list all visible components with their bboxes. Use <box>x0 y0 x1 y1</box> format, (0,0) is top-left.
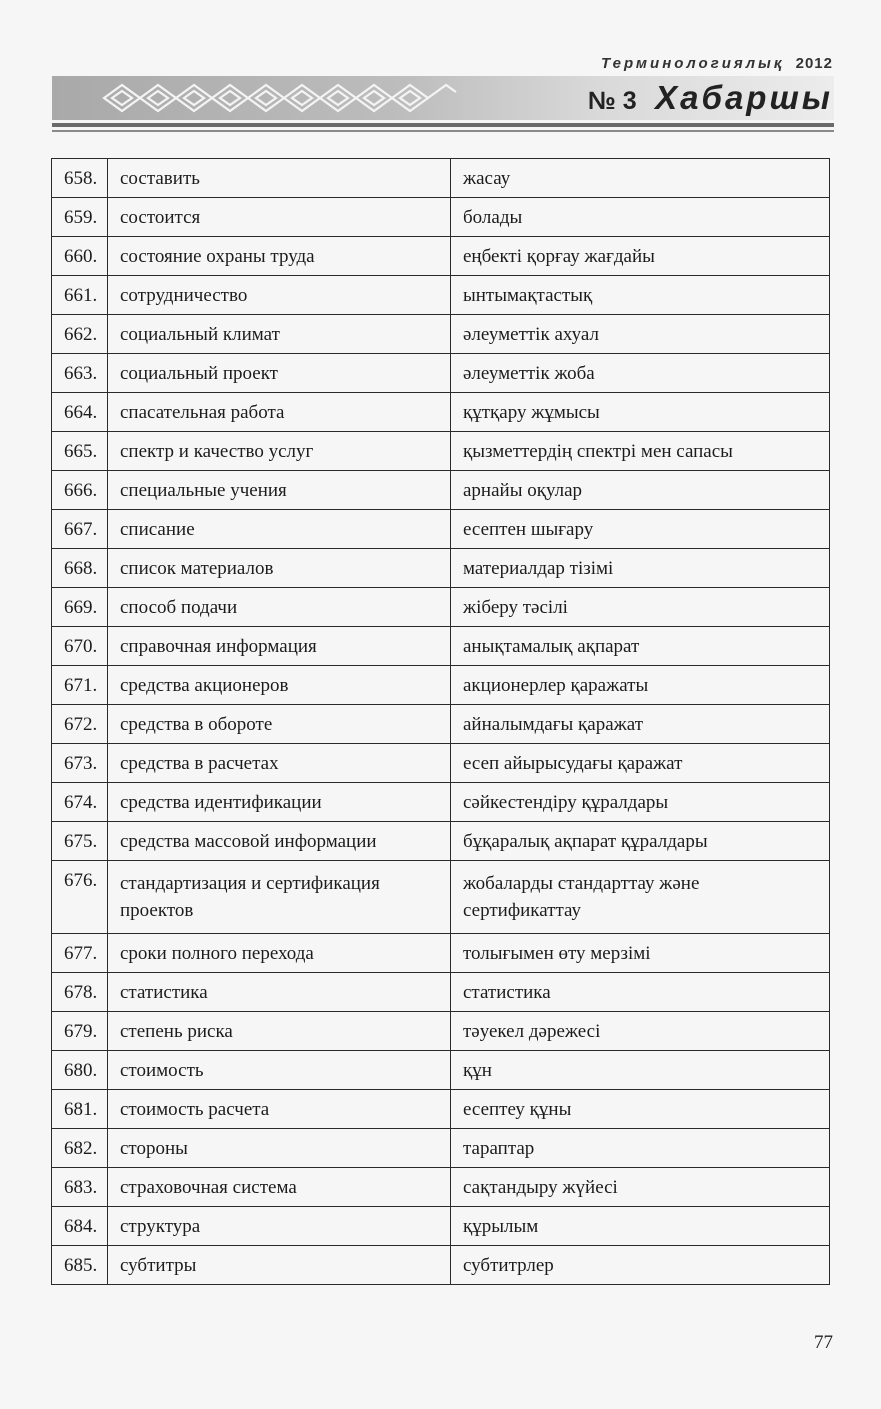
term-number: 683. <box>52 1168 108 1207</box>
table-row <box>52 237 830 276</box>
term-number: 682. <box>52 1129 108 1168</box>
term-number: 671. <box>52 666 108 705</box>
issue-number: № 3 <box>587 87 637 115</box>
journal-series-title: Терминологиялық <box>601 55 785 72</box>
table-row <box>52 1051 830 1090</box>
term-kazakh: жіберу тәсілі <box>451 588 830 627</box>
term-russian: сроки полного перехода <box>108 934 451 973</box>
term-kazakh: ынтымақтастық <box>451 276 830 315</box>
term-number: 664. <box>52 393 108 432</box>
table-row <box>52 510 830 549</box>
term-number: 660. <box>52 237 108 276</box>
term-kazakh: жобаларды стандарттау және сертификаттау <box>451 861 830 934</box>
term-number: 663. <box>52 354 108 393</box>
term-kazakh: әлеуметтік жоба <box>451 354 830 393</box>
term-number: 659. <box>52 198 108 237</box>
term-number: 677. <box>52 934 108 973</box>
term-number: 676. <box>52 861 108 934</box>
table-row <box>52 973 830 1012</box>
term-kazakh: бұқаралық ақпарат құралдары <box>451 822 830 861</box>
issue-title <box>588 76 833 120</box>
term-kazakh: есеп айырысудағы қаражат <box>451 744 830 783</box>
term-number: 685. <box>52 1246 108 1285</box>
term-number: 681. <box>52 1090 108 1129</box>
term-number: 679. <box>52 1012 108 1051</box>
term-kazakh: тараптар <box>451 1129 830 1168</box>
table-row <box>52 159 830 198</box>
term-number: 658. <box>52 159 108 198</box>
glossary-table-body <box>52 159 830 1285</box>
journal-name: Хабаршы <box>655 79 833 116</box>
term-russian: справочная информация <box>108 627 451 666</box>
term-russian: статистика <box>108 973 451 1012</box>
term-russian: средства идентификации <box>108 783 451 822</box>
term-number: 662. <box>52 315 108 354</box>
term-kazakh: болады <box>451 198 830 237</box>
term-russian: состоится <box>108 198 451 237</box>
term-russian: стоимость расчета <box>108 1090 451 1129</box>
term-russian: субтитры <box>108 1246 451 1285</box>
term-russian: сотрудничество <box>108 276 451 315</box>
term-number: 670. <box>52 627 108 666</box>
table-row <box>52 549 830 588</box>
term-number: 667. <box>52 510 108 549</box>
term-russian: стоимость <box>108 1051 451 1090</box>
term-number: 665. <box>52 432 108 471</box>
term-number: 675. <box>52 822 108 861</box>
glossary-table <box>51 158 830 1285</box>
table-row <box>52 1090 830 1129</box>
term-kazakh: арнайы оқулар <box>451 471 830 510</box>
table-row <box>52 393 830 432</box>
term-kazakh: құн <box>451 1051 830 1090</box>
term-russian: стандартизация и сертификация проектов <box>108 861 451 934</box>
term-kazakh: статистика <box>451 973 830 1012</box>
journal-line <box>601 55 833 72</box>
term-number: 678. <box>52 973 108 1012</box>
header-rule-thin <box>52 130 834 132</box>
term-number: 673. <box>52 744 108 783</box>
term-kazakh: есептен шығару <box>451 510 830 549</box>
term-number: 674. <box>52 783 108 822</box>
term-number: 672. <box>52 705 108 744</box>
table-row <box>52 705 830 744</box>
table-row <box>52 315 830 354</box>
term-kazakh: әлеуметтік ахуал <box>451 315 830 354</box>
table-row <box>52 822 830 861</box>
term-russian: стороны <box>108 1129 451 1168</box>
term-kazakh: есептеу құны <box>451 1090 830 1129</box>
term-russian: средства акционеров <box>108 666 451 705</box>
table-row <box>52 588 830 627</box>
term-kazakh: тәуекел дәрежесі <box>451 1012 830 1051</box>
term-number: 684. <box>52 1207 108 1246</box>
term-russian: средства в обороте <box>108 705 451 744</box>
term-number: 661. <box>52 276 108 315</box>
term-russian: специальные учения <box>108 471 451 510</box>
term-kazakh: акционерлер қаражаты <box>451 666 830 705</box>
table-row <box>52 783 830 822</box>
term-russian: страховочная система <box>108 1168 451 1207</box>
term-kazakh: сақтандыру жүйесі <box>451 1168 830 1207</box>
header-rule <box>52 123 834 127</box>
term-russian: социальный климат <box>108 315 451 354</box>
term-kazakh: құрылым <box>451 1207 830 1246</box>
table-row <box>52 744 830 783</box>
term-russian: структура <box>108 1207 451 1246</box>
table-row <box>52 1246 830 1285</box>
term-kazakh: еңбекті қорғау жағдайы <box>451 237 830 276</box>
term-russian: списание <box>108 510 451 549</box>
term-number: 680. <box>52 1051 108 1090</box>
journal-year: 2012 <box>795 55 833 72</box>
term-number: 669. <box>52 588 108 627</box>
term-russian: список материалов <box>108 549 451 588</box>
term-russian: средства в расчетах <box>108 744 451 783</box>
table-row <box>52 627 830 666</box>
term-russian: степень риска <box>108 1012 451 1051</box>
term-russian: способ подачи <box>108 588 451 627</box>
term-kazakh: толығымен өту мерзімі <box>451 934 830 973</box>
term-kazakh: анықтамалық ақпарат <box>451 627 830 666</box>
table-row <box>52 666 830 705</box>
term-kazakh: жасау <box>451 159 830 198</box>
term-russian: средства массовой информации <box>108 822 451 861</box>
term-kazakh: қызметтердің спектрі мен сапасы <box>451 432 830 471</box>
term-number: 668. <box>52 549 108 588</box>
term-russian: спасательная работа <box>108 393 451 432</box>
term-russian: социальный проект <box>108 354 451 393</box>
ornament-pattern-icon <box>100 79 460 117</box>
table-row <box>52 1129 830 1168</box>
term-russian: составить <box>108 159 451 198</box>
table-row <box>52 471 830 510</box>
table-row <box>52 934 830 973</box>
page-number: 77 <box>814 1332 833 1353</box>
page-header <box>0 0 881 140</box>
table-row <box>52 432 830 471</box>
table-row <box>52 1168 830 1207</box>
term-kazakh: сәйкестендіру құралдары <box>451 783 830 822</box>
table-row <box>52 1012 830 1051</box>
table-row <box>52 861 830 934</box>
term-russian: спектр и качество услуг <box>108 432 451 471</box>
table-row <box>52 276 830 315</box>
term-kazakh: құтқару жұмысы <box>451 393 830 432</box>
term-kazakh: айналымдағы қаражат <box>451 705 830 744</box>
table-row <box>52 198 830 237</box>
term-number: 666. <box>52 471 108 510</box>
table-row <box>52 354 830 393</box>
term-kazakh: материалдар тізімі <box>451 549 830 588</box>
table-row <box>52 1207 830 1246</box>
term-kazakh: субтитрлер <box>451 1246 830 1285</box>
term-russian: состояние охраны труда <box>108 237 451 276</box>
